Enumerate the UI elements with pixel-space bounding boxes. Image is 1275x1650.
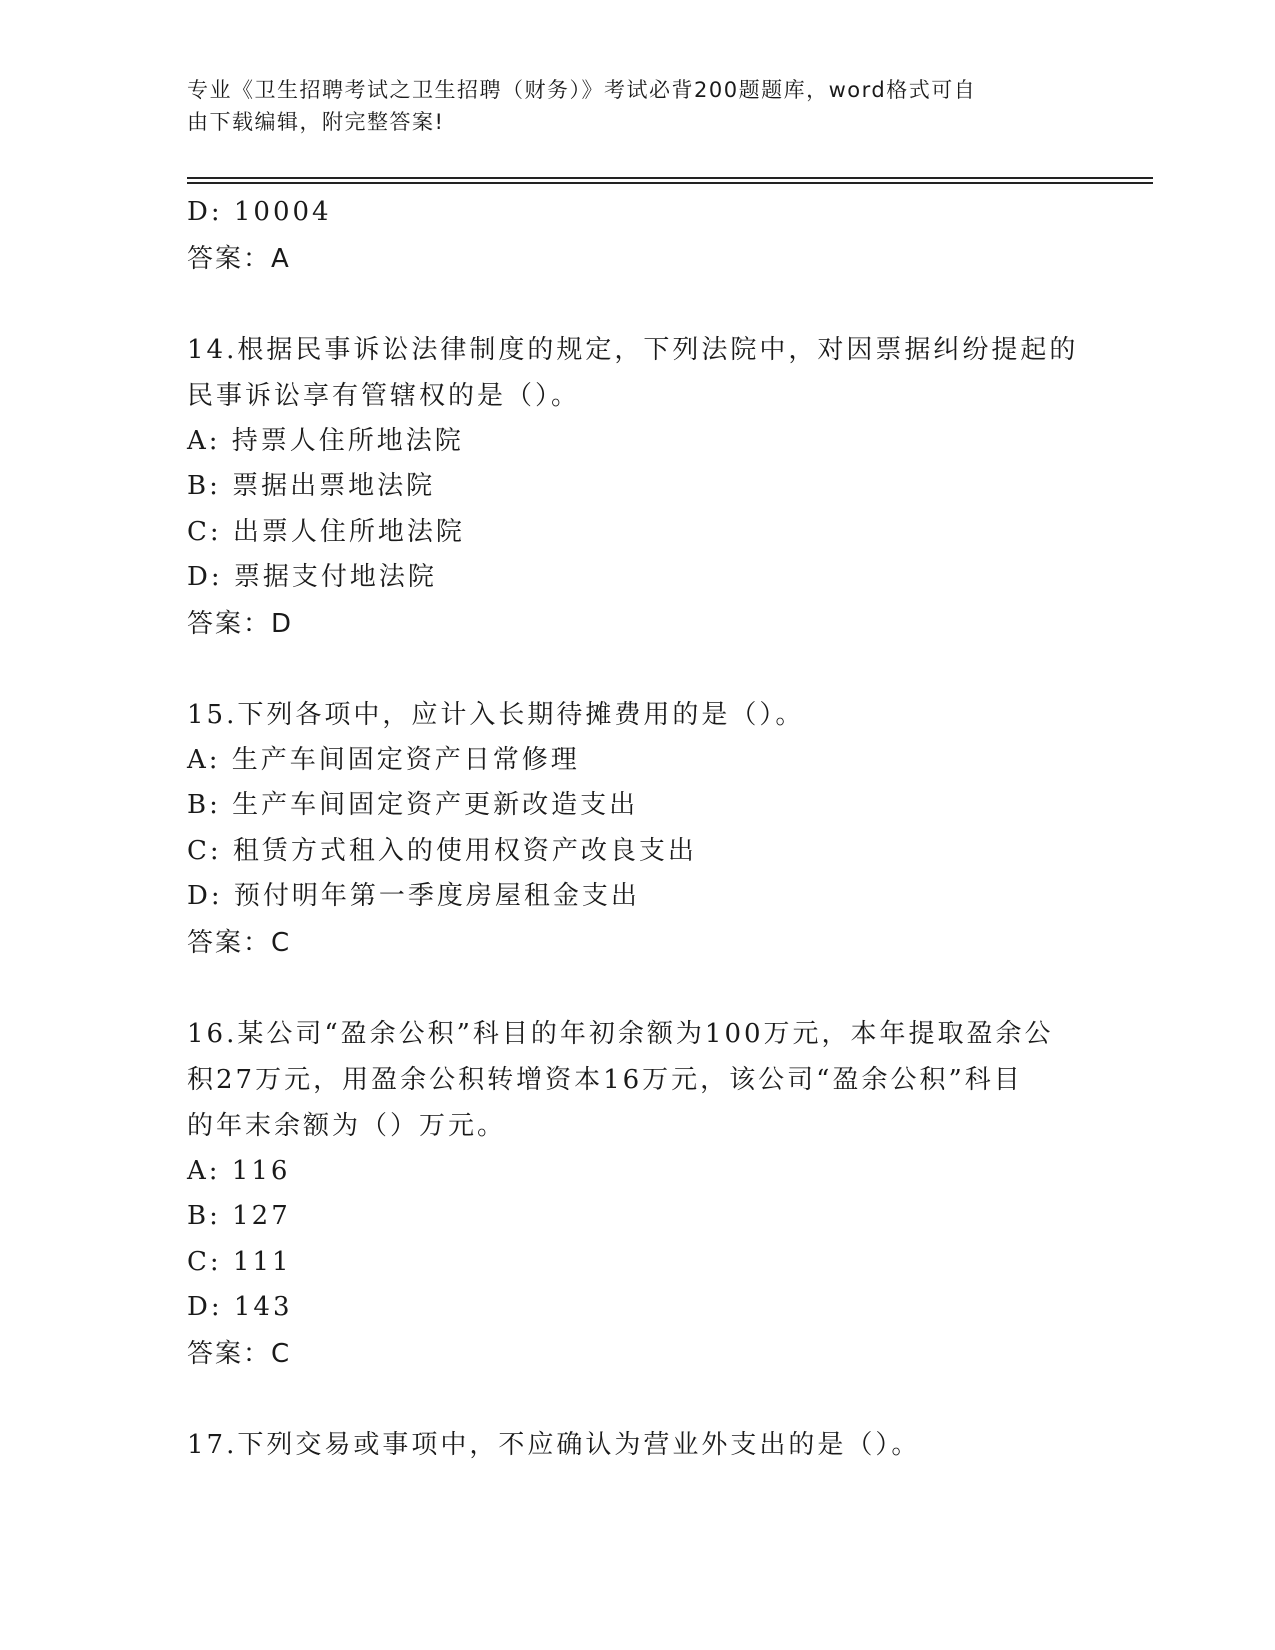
header-rule-bottom — [187, 182, 1153, 184]
header-rule-top — [187, 177, 1153, 179]
question-15-answer: 答案：C — [187, 927, 292, 958]
document-header — [187, 74, 1067, 138]
question-15 — [187, 692, 1087, 966]
question-16-text-2: 积27万元，用盈余公积转增资本16万元，该公司“盈余公积”科目 — [187, 1064, 1023, 1095]
question-14-option-a: A: 持票人住所地法院 — [187, 425, 464, 456]
question-16-option-d: D: 143 — [187, 1292, 293, 1322]
question-14-option-b: B: 票据出票地法院 — [187, 471, 436, 501]
question-15-option-c: C: 租赁方式租入的使用权资产改良支出 — [187, 835, 697, 866]
header-line-2: 由下载编辑，附完整答案! — [187, 110, 445, 134]
question-15-option-d: D: 预付明年第一季度房屋租金支出 — [187, 881, 640, 911]
question-14-option-d: D: 票据支付地法院 — [187, 562, 437, 592]
question-14-option-c: C: 出票人住所地法院 — [187, 516, 465, 547]
question-16-option-a: A: 116 — [187, 1155, 291, 1186]
question-15-text-1: 15.下列各项中，应计入长期待摊费用的是（）。 — [187, 699, 805, 730]
question-14 — [187, 327, 1087, 647]
question-16 — [187, 1011, 1087, 1377]
question-15-option-a: A: 生产车间固定资产日常修理 — [187, 744, 580, 775]
question-list — [187, 190, 1087, 1468]
question-14-text-2: 民事诉讼享有管辖权的是（）。 — [187, 380, 581, 411]
question-16-option-b: B: 127 — [187, 1201, 291, 1231]
question-14-text-1: 14.根据民事诉讼法律制度的规定，下列法院中，对因票据纠纷提起的 — [187, 334, 1079, 365]
question-15-option-b: B: 生产车间固定资产更新改造支出 — [187, 790, 639, 820]
question-17-text-1: 17.下列交易或事项中，不应确认为营业外支出的是（）。 — [187, 1429, 921, 1460]
prev-option-d: D: 10004 — [187, 197, 332, 227]
question-16-option-c: C: 111 — [187, 1246, 292, 1277]
prev-answer: 答案：A — [187, 243, 291, 274]
question-17 — [187, 1422, 1087, 1468]
question-16-answer: 答案：C — [187, 1338, 292, 1369]
question-14-answer: 答案：D — [187, 608, 294, 639]
question-16-text-3: 的年末余额为（）万元。 — [187, 1110, 507, 1141]
question-16-text-1: 16.某公司“盈余公积”科目的年初余额为100万元，本年提取盈余公 — [187, 1018, 1054, 1049]
header-line-1: 专业《卫生招聘考试之卫生招聘（财务）》考试必背200题题库，word格式可自 — [187, 78, 977, 102]
